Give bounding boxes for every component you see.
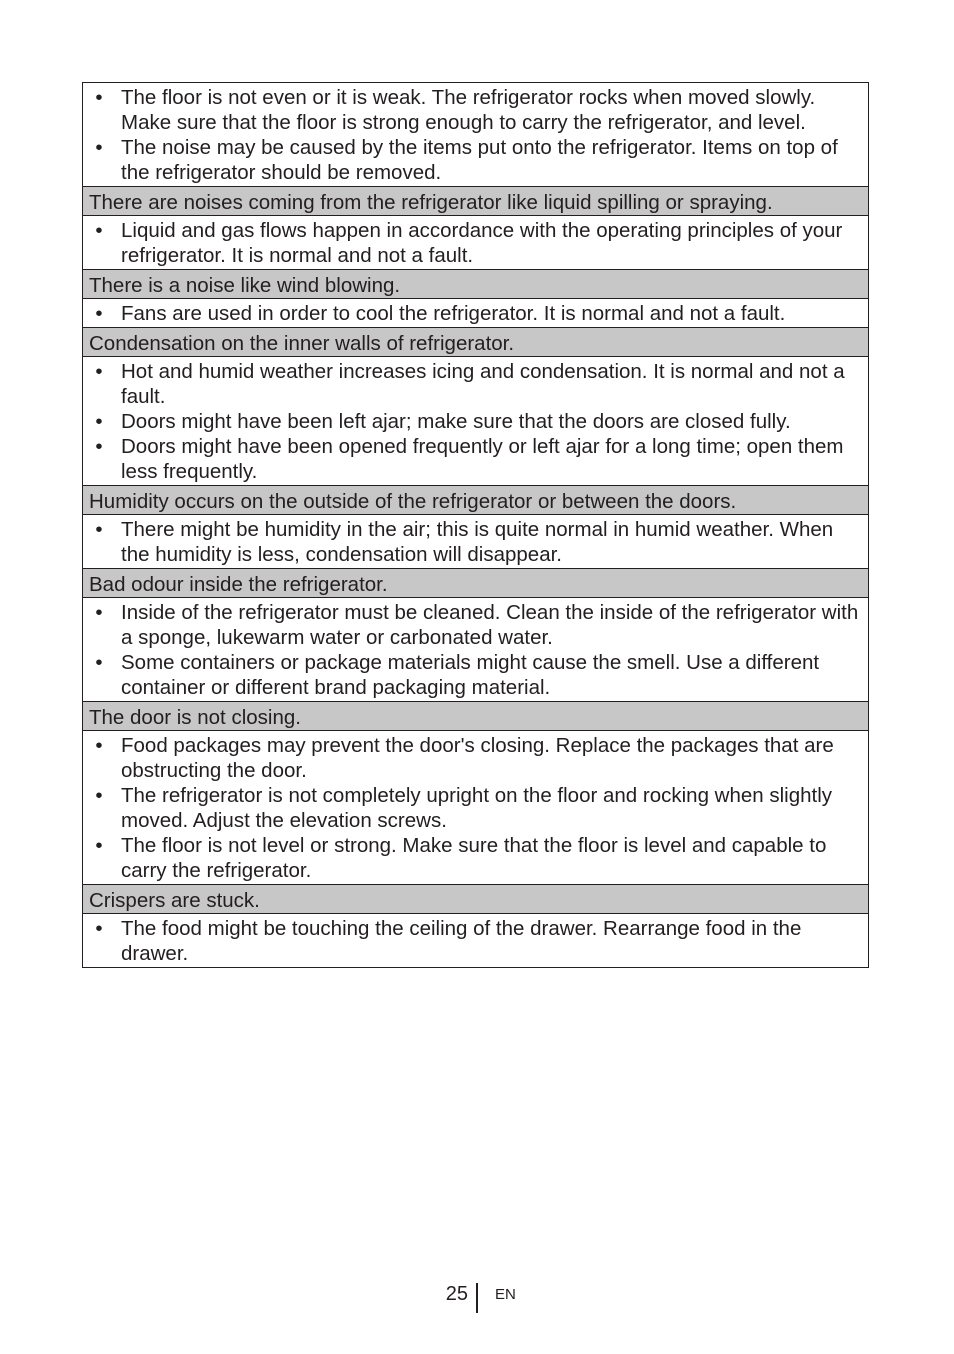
bullet-list bbox=[89, 600, 864, 700]
list-item bbox=[89, 733, 864, 783]
bullet-icon: • bbox=[95, 302, 103, 325]
item-text: The floor is not level or strong. Make sure that the floor is level and capable to carry the refrigerator. bbox=[121, 834, 827, 882]
bullet-list bbox=[89, 301, 864, 326]
section-body bbox=[83, 914, 868, 968]
item-text: The refrigerator is not completely upright on the floor and rocking when slightly moved. Adjust the elevation screws. bbox=[121, 784, 833, 832]
bullet-list bbox=[89, 85, 864, 185]
section-body bbox=[83, 83, 868, 187]
item-text: Hot and humid weather increases icing and condensation. It is normal and not a fault. bbox=[121, 360, 845, 408]
bullet-icon: • bbox=[95, 917, 103, 940]
bullet-icon: • bbox=[95, 734, 103, 757]
list-item bbox=[89, 85, 864, 135]
bullet-list bbox=[89, 517, 864, 567]
item-text: The food might be touching the ceiling of the drawer. Rearrange food in the drawer. bbox=[121, 917, 802, 965]
list-item bbox=[89, 650, 864, 700]
item-text: Some containers or package materials might cause the smell. Use a different container or different brand packaging material. bbox=[121, 651, 820, 699]
section-heading: Humidity occurs on the outside of the refrigerator or between the doors. bbox=[83, 486, 868, 515]
list-item bbox=[89, 409, 864, 434]
list-item bbox=[89, 135, 864, 185]
section-heading: There is a noise like wind blowing. bbox=[83, 270, 868, 299]
section-heading: There are noises coming from the refrigerator like liquid spilling or spraying. bbox=[83, 187, 868, 216]
page-number: 25 bbox=[445, 1283, 468, 1305]
page-footer bbox=[0, 1280, 954, 1316]
section-heading: The door is not closing. bbox=[83, 702, 868, 731]
item-text: Fans are used in order to cool the refrigerator. It is normal and not a fault. bbox=[121, 302, 786, 325]
bullet-icon: • bbox=[95, 136, 103, 159]
list-item bbox=[89, 359, 864, 409]
section-heading: Bad odour inside the refrigerator. bbox=[83, 569, 868, 598]
section-body bbox=[83, 515, 868, 569]
bullet-icon: • bbox=[95, 784, 103, 807]
footer-divider bbox=[476, 1283, 478, 1313]
bullet-icon: • bbox=[95, 834, 103, 857]
section-body bbox=[83, 598, 868, 702]
section-heading: Condensation on the inner walls of refrigerator. bbox=[83, 328, 868, 357]
bullet-icon: • bbox=[95, 360, 103, 383]
troubleshooting-table bbox=[82, 82, 869, 968]
bullet-list bbox=[89, 733, 864, 883]
bullet-icon: • bbox=[95, 435, 103, 458]
item-text: Food packages may prevent the door's closing. Replace the packages that are obstructing the door. bbox=[121, 734, 834, 782]
bullet-list bbox=[89, 218, 864, 268]
list-item bbox=[89, 301, 864, 326]
item-text: There might be humidity in the air; this is quite normal in humid weather. When the humidity is less, condensation will disappear. bbox=[121, 518, 834, 566]
language-code: EN bbox=[495, 1286, 516, 1303]
list-item bbox=[89, 916, 864, 966]
bullet-icon: • bbox=[95, 410, 103, 433]
list-item bbox=[89, 517, 864, 567]
bullet-icon: • bbox=[95, 86, 103, 109]
bullet-icon: • bbox=[95, 651, 103, 674]
section-body bbox=[83, 299, 868, 328]
item-text: Doors might have been opened frequently or left ajar for a long time; open them less frequently. bbox=[121, 435, 844, 483]
item-text: Inside of the refrigerator must be cleaned. Clean the inside of the refrigerator with a sponge, lukewarm water or carbonated water. bbox=[121, 601, 859, 649]
item-text: Doors might have been left ajar; make sure that the doors are closed fully. bbox=[121, 410, 791, 433]
bullet-list bbox=[89, 359, 864, 484]
bullet-icon: • bbox=[95, 518, 103, 541]
item-text: Liquid and gas flows happen in accordance with the operating principles of your refrigerator. It is normal and not a fault. bbox=[121, 219, 843, 267]
section-body bbox=[83, 731, 868, 885]
list-item bbox=[89, 833, 864, 883]
section-body bbox=[83, 216, 868, 270]
list-item bbox=[89, 218, 864, 268]
bullet-icon: • bbox=[95, 601, 103, 624]
list-item bbox=[89, 783, 864, 833]
item-text: The noise may be caused by the items put onto the refrigerator. Items on top of the refrigerator should be removed. bbox=[121, 136, 838, 184]
bullet-list bbox=[89, 916, 864, 966]
section-heading: Crispers are stuck. bbox=[83, 885, 868, 914]
item-text: The floor is not even or it is weak. The refrigerator rocks when moved slowly. Make sure that the floor is strong enough to carry the refrigerator, and level. bbox=[121, 86, 816, 134]
list-item bbox=[89, 434, 864, 484]
bullet-icon: • bbox=[95, 219, 103, 242]
section-body bbox=[83, 357, 868, 486]
list-item bbox=[89, 600, 864, 650]
